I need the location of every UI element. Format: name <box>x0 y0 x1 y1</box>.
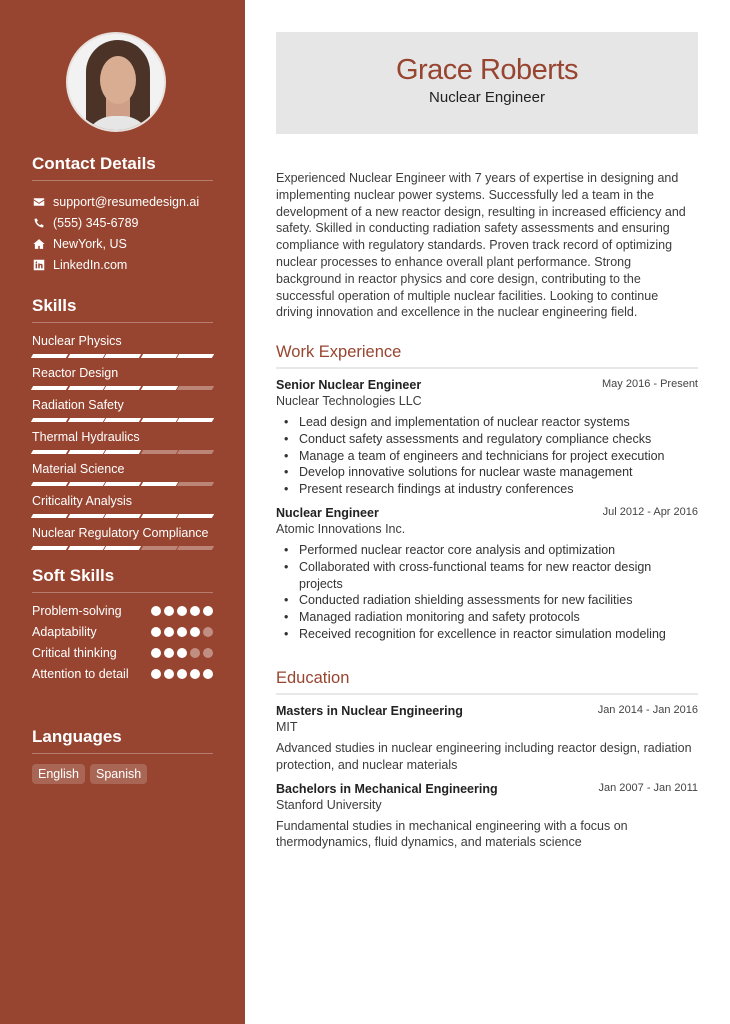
job-company: Atomic Innovations Inc. <box>276 521 406 536</box>
skill-level-bar <box>32 482 213 487</box>
school: Stanford University <box>276 797 382 812</box>
bullet: • Managed radiation monitoring and safety protocols <box>284 609 698 626</box>
education-entry <box>276 782 698 852</box>
skill-level-bar <box>32 450 213 455</box>
soft-skill-rating <box>151 603 213 620</box>
soft-skills-list <box>32 603 213 683</box>
bullet: • Collaborated with cross-functional teams for new reactor design projects <box>284 559 698 593</box>
skills-section <box>32 296 213 557</box>
bullet: • Lead design and implementation of nuclear reactor systems <box>284 414 698 431</box>
soft-skill-name: Problem-solving <box>32 604 122 618</box>
work-section <box>276 343 698 643</box>
skill-name: Reactor Design <box>32 366 119 380</box>
skill-item <box>32 525 213 551</box>
soft-skill-name: Adaptability <box>32 625 97 639</box>
education-entry <box>276 704 698 774</box>
bullet: • Performed nuclear reactor core analysis and optimization <box>284 542 698 559</box>
phone-icon <box>32 216 46 230</box>
school: MIT <box>276 720 298 734</box>
language-tag: English <box>32 764 85 784</box>
soft-skill-name: Attention to detail <box>32 667 129 681</box>
education-heading: Education <box>276 669 698 695</box>
candidate-title: Nuclear Engineer <box>429 89 545 106</box>
skill-item <box>32 333 213 359</box>
skill-item <box>32 365 213 391</box>
soft-skills-section <box>32 566 213 687</box>
contact-email[interactable]: support@resumedesign.ai <box>32 191 213 212</box>
header <box>276 32 698 134</box>
skill-level-bar <box>32 514 213 519</box>
education-description: Advanced studies in nuclear engineering including reactor design, radiation protection, and nuclear materials <box>276 741 692 772</box>
education-description: Fundamental studies in mechanical engineering with a focus on thermodynamics, fluid dynamics, and materials science <box>276 818 628 850</box>
language-tags <box>32 764 213 784</box>
skill-name: Criticality Analysis <box>32 494 133 508</box>
envelope-icon <box>32 195 46 209</box>
bullet: • Manage a team of engineers and technicians for project execution <box>284 448 698 465</box>
skill-name: Nuclear Physics <box>32 334 122 348</box>
job-title: Senior Nuclear Engineer <box>276 378 422 392</box>
job-company: Nuclear Technologies LLC <box>276 394 422 408</box>
languages-section <box>32 727 213 784</box>
skill-item <box>32 429 213 455</box>
sidebar <box>0 0 245 1024</box>
degree: Masters in Nuclear Engineering <box>276 704 463 718</box>
education-dates: Jan 2014 - Jan 2016 <box>597 704 698 716</box>
contact-heading: Contact Details <box>32 154 213 181</box>
skill-item <box>32 461 213 487</box>
contact-location: NewYork, US <box>32 233 213 254</box>
bullet: • Develop innovative solutions for nuclear waste management <box>284 464 698 481</box>
summary: Experienced Nuclear Engineer with 7 years of expertise in designing and implementing nuclear power systems. Successfully led a team in the development of a new reactor design, resulting in increased efficiency and safety. Skilled in conducting radiation safety assessments and ensuring compliance with regulatory standards. Proven track record of optimizing nuclear processes to enhance overall plant performance. Strong background in reactor physics and core design, contributing to the successful operation of multiple nuclear facilities. Looking to continue driving innovation and excellence in the nuclear engineering field. <box>276 171 686 320</box>
contact-section <box>32 154 213 275</box>
soft-skill-item <box>32 645 213 662</box>
skill-level-bar <box>32 386 213 391</box>
candidate-name: Grace Roberts <box>395 54 579 86</box>
skill-item <box>32 397 213 423</box>
skill-name: Nuclear Regulatory Compliance <box>32 526 209 540</box>
degree: Bachelors in Mechanical Engineering <box>276 781 498 796</box>
bullet: • Conduct safety assessments and regulatory compliance checks <box>284 431 698 448</box>
skill-name: Material Science <box>32 462 125 476</box>
avatar <box>66 32 166 132</box>
work-heading: Work Experience <box>276 343 698 369</box>
soft-skill-rating <box>151 645 213 662</box>
skill-level-bar <box>32 354 213 359</box>
soft-skill-item <box>32 624 213 641</box>
job-bullets <box>276 414 698 498</box>
bullet: • Received recognition for excellence in reactor simulation modeling <box>284 626 698 643</box>
languages-heading: Languages <box>32 727 213 754</box>
soft-skill-rating <box>151 624 213 641</box>
soft-skill-rating <box>151 666 213 683</box>
soft-skill-name: Critical thinking <box>32 646 117 660</box>
skill-level-bar <box>32 418 213 423</box>
skills-list <box>32 333 213 551</box>
skills-heading: Skills <box>32 296 213 323</box>
job-bullets <box>276 542 698 643</box>
job-entry <box>276 378 698 498</box>
education-dates: Jan 2007 - Jan 2011 <box>598 781 698 794</box>
skill-name: Thermal Hydraulics <box>32 430 140 444</box>
linkedin-icon <box>32 258 46 272</box>
soft-skill-item <box>32 666 213 683</box>
soft-skills-heading: Soft Skills <box>32 566 213 593</box>
soft-skill-item <box>32 603 213 620</box>
skill-name: Radiation Safety <box>32 398 124 412</box>
bullet: • Conducted radiation shielding assessments for new facilities <box>284 592 698 609</box>
job-title: Nuclear Engineer <box>276 505 379 520</box>
bullet: • Present research findings at industry conferences <box>284 481 698 498</box>
job-dates: May 2016 - Present <box>602 378 698 390</box>
skill-level-bar <box>32 546 213 551</box>
contact-phone[interactable]: (555) 345-6789 <box>32 212 213 233</box>
language-tag: Spanish <box>90 764 147 784</box>
contact-linkedin[interactable]: LinkedIn.com <box>32 254 213 275</box>
education-section <box>276 669 698 851</box>
job-dates: Jul 2012 - Apr 2016 <box>602 505 698 518</box>
job-entry <box>276 506 698 643</box>
home-icon <box>32 237 46 251</box>
skill-item <box>32 493 213 519</box>
